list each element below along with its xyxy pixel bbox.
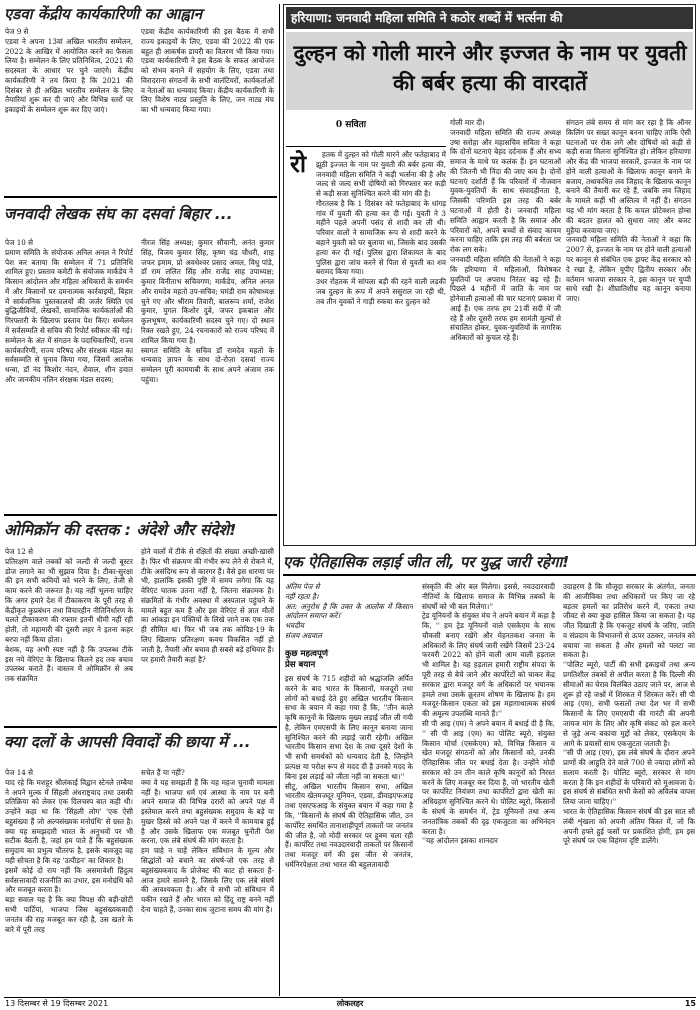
a1-col1: पेज 9 से एडवा ने अपना 13वां अखिल भारतीय सम्मेलन, 2022 के आखिर में आयोजित करने का फैसला लिया है। सम्मेलन के लिए प्रतिनिधित्व, 2021 की सदस्यता के आधार पर चुने जाएंगे। केंद्रीय कार्यकारिणी ने तय किया है कि 2021 की दिसंबर से ही अखिल भारतीय सम्मेलन के लिए तैयारियां शुरू कर दी जाएं और विभिन्न स्तरों पर इकाइयों के सम्मेलन शुरू कर दिए जाएं। (5, 27, 133, 115)
a2-col2: नीरज सिंह अध्यक्ष; कुमार सौवानी, अनंत कुमार सिंह, विजय कुमार सिंह, कृष्ण चंद्र चौधरी, शाह जफर इमाम, प्रो अवधेश्वर प्रसाद अमल, विधु पांडे, डॉ राम ललित सिंह और राजेंद्र साह उपाध्यक्ष; कुमार विनीताभ सचिवगण; मार्कंडेय, अनिल अनल और रामदेव महतो उप-सचिव; घमंडी राम कोषाध्यक्ष चुने गए और श्रीराम तिवारी, बालरूप शर्मा, राजेश कुमार, युगल किशोर दुबे, जफर इकबाल और कुलभूषण, कार्यकारिणी सदस्य चुने गए। दो स्थान रिक्त रखते हुए, 24 रचनाकारों को राज्य परिषद में शामिल किया गया है। स्वागत समिति के सचिव डॉ रामदेव महतो के धन्यवाद ज्ञापन के साथ दो-रोज़ा दसवां राज्य सम्मेलन पूरी कामयाबी के साथ अपने अंजाम तक पहुंचा। (141, 238, 274, 384)
column-divider (279, 4, 280, 996)
a2-title: जनवादी लेखक संघ का दसवां बिहार ... (4, 205, 233, 223)
a3-col2: होने वालों में टीके से रक्षितों की संख्या अच्छी-खासी है। फिर भी संक्रमण की गंभीर रूप लेने से रोकने में, टीके असंदिग्ध रूप से कारगर हैं। वैसे इस धारणा पर भी, हालांकि इसकी पुष्टि में समय लगेगा कि यह वेरिएंट घातक उतना नहीं है, जितना संक्रामक है। संक्रमितों के गंभीर अवस्था में अस्पताल पहुंचने के मामले बहुत कम हैं और इस वेरिएंट से ज्ञात मौतों का आंकड़ा इन पंक्तियों के लिखे जाने तक एक तक ही सीमित था। फिर भी जब तक कोविड-19 के लिए खिलाफ प्रतिरक्षण कवच विकसित नहीं हो जाती है, तैयारी और बचाव ही सबसे बड़े हथियार हैं। पर हमारी तैयारी कहां है? (141, 547, 274, 664)
a5-col3: संगठन लंबे समय से मांग कर रहा है कि ऑनर किलिंग पर सख्त कानून बनना चाहिए ताकि ऐसी घटनाओं पर रोक लगे और दोषियों को कड़ी से कड़ी सजा मिलना सुनिश्चित हो। लेकिन हरियाणा और केंद्र की भाजपा सरकारें, इज्जत के नाम पर होने वाली हत्याओं के खिलाफ कानून बनाने के बजाय, तथाकथित लव जिहाद के खिलाफ कानून बनाने की तैयारी कर रहे हैं, जबकि लव जिहाद के मामले कहीं भी अस्तित्व में नहीं हैं। संगठन यह भी मांग करता है कि कपल प्रोटेक्शन होम्स की बदतर हालत को सुधारा जाए और बजट मुहैया करवाया जाए। जनवादी महिला समिति की नेताओं ने कहा कि 2007 से, इज्जत के नाम पर होने वाली हत्याओं पर कानून से संबंधित एक ड्राफ्ट केंद्र सरकार को दे रखा है, लेकिन यूपीए द्वितीय सरकार और वर्तमान भाजपा सरकार ने, इस कानून पर चुप्पी साधे रखी है। शीघ्रातिशीघ्र यह कानून बनाया जाए। (566, 118, 691, 304)
a1-col2: एडवा केंद्रीय कार्यकारिणी की इस बैठक में सभी राज्य इकाइयों के लिए, एडवा की 2022 की एक बहुत ही आकर्षक डायरी का वितरण भी किया गया। एडवा कार्यकारिणी ने इस बैठक के सफल आयोजन को संभव बनाने में सहयोग के लिए, एडवा तथा विरादराना संगठनों के सभी वालंटियरों, कार्यकर्ताओं व नेताओं का धन्यवाद किया। केंद्रीय कार्यकारिणी के लिए विशेष नाट्य प्रस्तुति के लिए, जन नाट्य मंच का भी धन्यवाद किया गया। (141, 27, 274, 115)
a4-title: क्या दलों के आपसी विवादों की छाया में ... (4, 733, 251, 751)
footer-date: 13 दिसम्बर से 19 दिसम्बर 2021 (5, 999, 109, 1008)
a4-col2: सचेत हैं या नहीं? क्या वे यह समझती हैं कि यह महज चुनावी मामला नहीं है। भाजपा धर्म एवं आस्था के नाम पर बनी अपने समाज की विभिन्न दरारों को अपने पक्ष में इस्तेमाल करने तथा बहुसंख्यक समुदाय के बड़े या मुखर हिस्से को अपने पक्ष में करने में कामयाब हुई है और उसके खिलाफ एक मजबूत चुनौती पेश करना, एक लंबे संघर्ष की मांग करता है। हम चाहे न चाहें लेकिन संविधान के मूल्य और सिद्धांतों को बचाने का संघर्ष-जो एक तरह से बहुसंख्यकवाद के प्रोजेक्ट की काट हो सकता है- आज हमारे सामने है, जिसके लिए एक लंबे संघर्ष की आवश्यकता है। और ये सभी जो संविधान में यकीन रखते हैं और भारत को हिंदू राष्ट्र बनने नहीं देना चाहते हैं, उनका साथ जुटाना समय की मांग है। (141, 768, 274, 914)
footer-page-number: 15 (684, 999, 696, 1008)
a1-title: एडवा केंद्रीय कार्यकारिणी का आह्वान (4, 5, 203, 23)
a5-col2: गोली मार दी। जनवादी महिला समिति की राज्य अध्यक्ष उषा सरोहा और महासचिव सविता ने कहा कि दोनों घटनाएं बेहद दर्दनाक हैं और सभ्य समाज के माथे पर कलंक हैं। इन घटनाओं की जितनी भी निंदा की जाए कम है। दोनों घटनाएं दर्शाती हैं कि परिवारों में नौजवान युवक-युवतियों के साथ संवादहीनता है, जिसकी परिणति इस तरह की बर्बर घटनाओं में होती है। जनवादी महिला समिति आह्वान करती है कि समाज और परिवारों को, अपने बच्चों से संवाद कायम करना चाहिए ताकि इस तरह की बर्बरता पर रोक लग सके। जनवादी महिला समिति की नेताओं ने कहा कि हरियाणा में महिलाओं, विशेषकर युवतियों पर अपराध निरंतर बढ़ रहे हैं। पिछले 4 महीनों में जाति के नाम पर होनेवाली हत्याओं की चार घटनाएं प्रकाश में आई हैं। एक तरफ हम 21वीं सदी में जी रहे हैं और दूसरी तरफ हम सामंती मूल्यों से संचालित होकर, युवक-युवतियों के नागरिक अधिकारों को कुचल रहे हैं। (450, 118, 561, 343)
a5-kicker: हरियाणा: जनवादी महिला समिति ने कठोर शब्दों में भर्त्सना की (286, 7, 693, 29)
a3-title: ओमिक्रॉन की दस्तक : अंदेशे और संदेशे! (4, 521, 237, 539)
a5-dropcap: रो (290, 150, 307, 178)
a6-col3: उदाहरण है कि मौजूदा सरकार के अंतर्गत, जनता की आजीविका तथा अधिकारों पर किए जा रहे बड़तर हमलों का प्रतिरोध करने में, एकता तथा जीवट से क्या कुछ हासिल किया जा सकता है। यह जीत दिखाती है कि एकजुट संघर्ष के जरिए, जाति व संप्रदाय के विभाजनों से ऊपर उठकर, जनतंत्र को बचाया जा सकता है और हमलों को पलटा जा सकता है। ''पोलिट ब्यूरो, पार्टी की सभी इकाइयों तथा अन्य प्रगतिशील तबकों से अपील करता है कि दिल्ली की सीमाओं का घेराव विलंबित उठाए जाने पर, आज से शुरू हो रहे जश्नों में शिरकत में शिरकत करें। सी पी आइ (एम), सभी फसलों तथा देश भर में सभी किसानों के लिए एमएसपी की गारंटी की अपनी जायज मांग के लिए और कृषि संकट को हल करने से जुड़े अन्य बकाया मुद्दों को लेकर, एसकेएम के आगे के प्रयासों साथ एकजुटता जताती है। ''सी पी आइ (एम), इस लंबे संघर्ष के दौरान अपने प्राणों की आहुति देने वाले 700 से ज्यादा लोगों को सलाम करती है। पोलिट ब्यूरो, सरकार से मांग करता है कि इन शहीदों के परिवारों को मुआवजा दे। इस संघर्ष से संबंधित सभी केसों को अविलंब वापस लिया जाना चाहिए।'' भारत के ऐतिहासिक किसान संघर्ष की इस सात सौ लंबी शृंखला को अपनी अंतिम किस्त में, जो कि अपनी हफ्ते हुई फसों पर प्रकाशित होगी, हम इस पूरे संघर्ष पर एक विहंगम दृष्टि डालेंगे। (563, 582, 695, 846)
divider (4, 196, 277, 198)
a2-col1: पेज 10 से प्रमाण समिति के संयोजक अनिल अनल ने रिपोर्ट पेश कर बताया कि सम्मेलन में 71 प्रतिनिधि शामिल हुए। प्रस्ताव कमेटी के संयोजक मार्कंडेय ने किसान आंदोलन और महिला अधिकारों के समर्थन में और किसानों पर दमनात्मक कार्रवाइयों, बिहार में सार्वजनिक पुस्तकालयों की जर्जर स्थिति एवं बुद्धिजीवियों, लेखकों, सामाजिक कार्यकर्ताओं की गिरफ्तारी के खिलाफ प्रस्ताव पेश किए। सम्मेलन में सर्वसम्मति से सचिव की रिपोर्ट स्वीकार की गई। सम्मेलन के अंत में संगठन के पदाधिकारियों, राज्य कार्यकारिणी, राज्य परिषद और संरक्षक मंडल का सर्वसम्मति से चुनाव किया गया, जिसमें आलोक धन्वा, डॉ नंद किशोर नंदन, शैवाल, शीन हयात और जानकीय नलिन संरक्षक मंडल सदस्य; (5, 238, 133, 384)
a3-col1: पेज 12 से प्रतिरक्षण वाले तबकों को जल्दी से जल्दी बूस्टर डोज लगाने का भी सुझाव दिया है। टीका-सुरक्षा की इन सभी कमियों को भरने के लिए, तेजी से काम करने की जरूरत है। यह नहीं भूलना चाहिए कि अगर हमारे देश में टीकाकरण के पूरी तरह से केंद्रीकृत कुप्रबंधन तथा विचारहीन नीतिनिर्धारण के चलते टीकाकरण की रफ्तार इतनी धीमी नहीं रही होती, तो महामारी की दूसरी लहर ने इतना कहर बरपा नहीं किया होता। बेशक, यह अभी स्पष्ट नहीं है कि उपलब्ध टीके इस नये वेरिएंट के खिलाफ कितने हद तक बचाव उपलब्ध कराते हैं। वास्तव में ओमिक्रॉन से अब तक संक्रमित (5, 547, 133, 684)
footer-rule (4, 997, 696, 998)
a6-subhead: कुछ महत्वपूर्ण प्रेस बयान (285, 649, 328, 670)
a6-pre: अंतिम पेज से नहीं रहता है। अत: अनुरोध है कि उक्त के आलोक में किसान आंदोलन समाप्त करें।' भवदीय संजय अग्रवाल (285, 582, 413, 640)
divider (4, 514, 277, 516)
footer-paper: लोकलहर (336, 999, 364, 1008)
a5-title: दुल्हन को गोली मारने और इज्जत के नाम पर युवती की बर्बर हत्या की वारदातें (293, 41, 687, 96)
a6-col2: संस्कृति की ओर बल मिलेगा। इससे, नवउदारवादी नीतियों के खिलाफ समाज के विभिन्न तबकों के संघर्षों को भी बल मिलेगा।'' ट्रेड यूनियनों के संयुक्त मंच ने अपने बयान में कहा है कि, '' हम ट्रेड यूनियनों वाले एसकेएम के साथ चौकसी बनाए रखेंगे और मेहनतकश जनता के अधिकारों के लिए संघर्ष जारी रखेंगे जिसमें 23-24 फरवरी 2022 को होने वाली आम वाली हड़ताल भी शामिल है। यह हड़ताल हमारी राष्ट्रीय संपदा के पूरी तरह से बेचे जाने और कार्पोरेटों को चाकर केंद्र सरकार द्वारा मजदूर वर्ग के अधिकारों पर भयानक हमले तथा उसके क्रूरतम शोषण के खिलाफ है। हम मजदूर-किसान एकता को इस महागाथात्मक संघर्ष की अमूल्य उपलब्धि मानते हैं।'' सी पी आइ (एम) ने अपने बयान में बधाई दी है कि, '' सी पी आइ (एम) का पोलिट ब्यूरो, संयुक्त किसान मोर्चा (एसकेएम) को, विभिन्न किसान व खेत मजदूर संगठनों को और किसानों को, उनकी ऐतिहासिक जीत पर बधाई देता है। उन्होंने मोदी सरकार को उन तीन काले कृषि कानूनों को निरस्त करने के लिए मजबूर कर दिया है, जो भारतीय खेती पर कार्पोरेट नियंत्रण तथा कार्पोरेटों द्वारा खेती का अधिग्रहण सुनिश्चित करने थे। पोलिट ब्यूरो, किसानों के संघर्ष के समर्थन में, ट्रेड यूनियनों तथा अन्य जनतांत्रिक तबकों की दृढ़ एकजुटता का अभिनंदन करता है। ''यह आंदोलन इसका शानदार (422, 582, 555, 846)
a4-col1: पेज 14 से याद रहे कि मशहूर श्रीलंकाई विद्वान स्टेनले तम्बैया ने अपने मुल्क में सिंहली अंधराष्ट्रवाद तथा उसकी प्रतिक्रिया को लेकर एक दिलचस्प बात कही थी। उन्होंने कहा था कि 'सिंहली लोग' 'एक ऐसी बहुसंख्या हैं जो अल्पसंख्यक मनोग्रंथि' से ग्रस्त है। क्या यह समझदारी भारत के अनुभवों पर भी सटीक बैठती है, जहां हम पाते हैं कि बहुसंख्यक समुदाय का प्रभुत्व चौतरफ है, इसके बावजूद वह यही सोचता है कि वह 'उत्पीड़न' का शिकार है। इसमें कोई दो राय नहीं कि असमावेशी हिंदुत्व सर्वसत्तावादी राजनीति का उभार, इस मनोग्रंथि को और मजबूत करता है। बड़ा सवाल यह है कि क्या विपक्ष की बड़ी-छोटी सभी पार्टियां, भाजपा जिस बहुसंख्यकवादी जनतंत्र की राह मजबूत कर रही है, उस खतरे के बारे में पूरी तरह (5, 768, 133, 934)
divider (4, 726, 277, 728)
a5-col1: हतक में दुल्हन को गोली मारने और फतेहाबाद में झूठी इज्जत के नाम पर युवती की बर्बर हत्या की, जनवादी महिला समिति ने कड़ी भर्त्सना की है और जल्द से जल्द सभी दोषियों को गिरफ्तार कर कड़ी से कड़ी सजा सुनिश्चित करने की मांग की है। गौरतलब है कि 1 दिसंबर को फतेहाबाद के धांगड़ गांव में युवती की हत्या कर दी गई। युवती ने 3 महीने पहले अपनी पसंद से शादी कर ली थी। परिवार वालों ने सामाजिक रूप से शादी करने के बहाने युवती को घर बुलाया था, जिसके बाद उसकी हत्या कर दी गई। पुलिस द्वारा शिकायत के बाद पुलिस द्वारा जांच करने से पिता से युवती का शव बरामद किया गया। उधर रोहतक में सांपला बड़ी की रहने वाली लड़की जब दुल्हन के रूप में अपने ससुराल जा रही थी, तब तीन युवकों ने गाड़ी रुकवा कर दुल्हन को (316, 150, 446, 306)
a6-title: एक ऐतिहासिक लड़ाई जीत ली, पर युद्ध जारी रहेगा! (283, 553, 570, 571)
divider (286, 146, 446, 147)
a5-byline: 0 सविता (335, 120, 367, 130)
a6-col1: इस संघर्ष के 715 शहीदों को श्रद्धांजलि अर्पित करने के बाद भारत के किसानों, मजदूरों तथा लोगों को बधाई देते हुए अखिल भारतीय किसान सभा के बयान में कहा गया है कि, ''तीन काले कृषि कानूनों के खिलाफ मुख्य लड़ाई जीत ली गयी है, लेकिन एमएसपी के लिए कानून बनाया जाना सुनिश्चित करने की लड़ाई जारी रहेगी। अखिल भारतीय किसान सभा देश के तथा दूसरे देशों के भी सभी समर्थकों को धन्यवाद देती है, जिन्होंने प्रत्यक्ष या परोक्ष रूप से मदद दी है उनको मदद के बिना इस लड़ाई को जीता नहीं जा सकता था।'' सीटू, अखिल भारतीय किसान सभा, अखिल भारतीय खेतमजदूर यूनियन, एडवा, डीवाइएफआइ तथा एसएफआइ के संयुक्त बयान में कहा गया है कि, ''किसानों के संघर्ष की ऐतिहासिक जीत, उन कार्पोरेट समर्थित तानाशाहीपूर्ण ताकतों पर जनतंत्र की जीत है, जो मोदी सरकार पर हुक्म चला रही हैं। कार्पोरेट तथा नवउदारवादी ताकतों पर किसानों तथा मजदूर वर्ग की इस जीत से जनतंत्र, धर्मनिरपेक्षता तथा भारत की बहुलतावादी (285, 674, 413, 869)
divider (283, 574, 696, 576)
